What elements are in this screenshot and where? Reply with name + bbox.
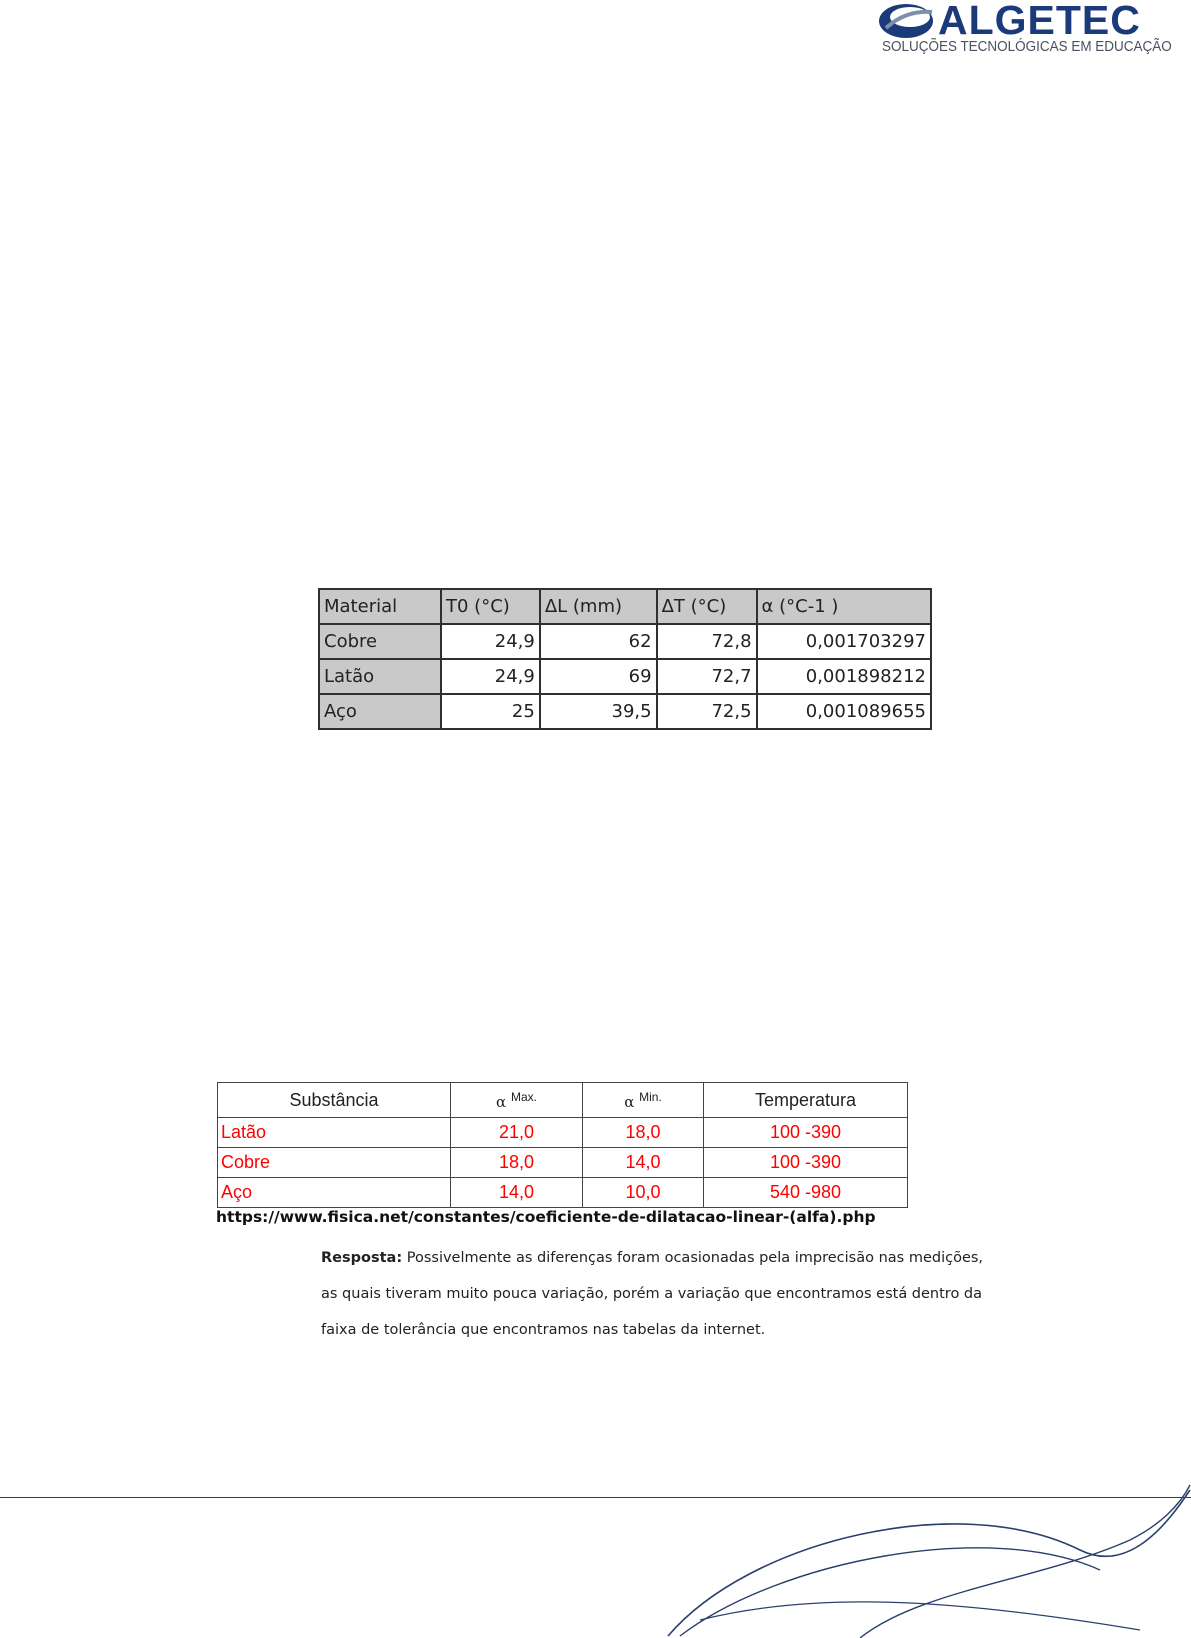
cell-substance: Aço bbox=[218, 1178, 451, 1208]
algetec-mark-icon bbox=[876, 0, 938, 40]
cell-alpha-min: 14,0 bbox=[583, 1148, 704, 1178]
logo-wordmark: ALGETEC bbox=[938, 0, 1141, 43]
table-row bbox=[319, 624, 931, 659]
cell-alpha: 0,001703297 bbox=[757, 624, 931, 659]
alpha-max-label: Max. bbox=[510, 1090, 537, 1104]
cell-temperature: 540 -980 bbox=[704, 1178, 908, 1208]
cell-delta-l: 69 bbox=[540, 659, 657, 694]
header-temperature: Temperatura bbox=[704, 1083, 908, 1118]
cell-temperature: 100 -390 bbox=[704, 1148, 908, 1178]
footer-swoosh-icon bbox=[660, 1480, 1191, 1638]
cell-material: Cobre bbox=[319, 624, 441, 659]
alpha-symbol: α bbox=[624, 1093, 635, 1111]
reference-table bbox=[217, 1082, 908, 1208]
header-alpha-max bbox=[451, 1083, 583, 1118]
algetec-logo bbox=[876, 0, 1172, 60]
table-row bbox=[218, 1148, 908, 1178]
source-url: https://www.fisica.net/constantes/coeficiente-de-dilatacao-linear-(alfa).php bbox=[216, 1208, 876, 1226]
cell-delta-t: 72,5 bbox=[657, 694, 757, 729]
cell-substance: Cobre bbox=[218, 1148, 451, 1178]
cell-t0: 24,9 bbox=[441, 624, 540, 659]
header-alpha: α (°C-1 ) bbox=[757, 589, 931, 624]
cell-alpha-max: 14,0 bbox=[451, 1178, 583, 1208]
header-alpha-min bbox=[583, 1083, 704, 1118]
cell-delta-l: 62 bbox=[540, 624, 657, 659]
header-delta-t: ΔT (°C) bbox=[657, 589, 757, 624]
header-material: Material bbox=[319, 589, 441, 624]
table-row bbox=[218, 1118, 908, 1148]
table-header-row bbox=[319, 589, 931, 624]
cell-substance: Latão bbox=[218, 1118, 451, 1148]
cell-alpha: 0,001898212 bbox=[757, 659, 931, 694]
answer-text: Possivelmente as diferenças foram ocasionadas pela imprecisão nas medições, as quais tiveram muito pouca variação, porém a variação que encontramos está dentro da faixa de tolerância que encontramos nas tabelas da internet. bbox=[321, 1250, 984, 1338]
cell-alpha-min: 18,0 bbox=[583, 1118, 704, 1148]
cell-delta-l: 39,5 bbox=[540, 694, 657, 729]
cell-delta-t: 72,8 bbox=[657, 624, 757, 659]
logo-tagline: SOLUÇÕES TECNOLÓGICAS EM EDUCAÇÃO bbox=[882, 39, 1172, 55]
cell-alpha: 0,001089655 bbox=[757, 694, 931, 729]
cell-alpha-min: 10,0 bbox=[583, 1178, 704, 1208]
cell-alpha-max: 18,0 bbox=[451, 1148, 583, 1178]
answer-paragraph bbox=[321, 1240, 1001, 1348]
cell-material: Latão bbox=[319, 659, 441, 694]
cell-temperature: 100 -390 bbox=[704, 1118, 908, 1148]
cell-material: Aço bbox=[319, 694, 441, 729]
cell-t0: 24,9 bbox=[441, 659, 540, 694]
header-delta-l: ΔL (mm) bbox=[540, 589, 657, 624]
cell-t0: 25 bbox=[441, 694, 540, 729]
answer-label: Resposta: bbox=[321, 1250, 403, 1266]
header-t0: T0 (°C) bbox=[441, 589, 540, 624]
cell-delta-t: 72,7 bbox=[657, 659, 757, 694]
table-row bbox=[218, 1178, 908, 1208]
table-header-row bbox=[218, 1083, 908, 1118]
table-row bbox=[319, 659, 931, 694]
measurements-table bbox=[318, 588, 932, 730]
alpha-min-label: Min. bbox=[639, 1090, 662, 1104]
header-substance: Substância bbox=[218, 1083, 451, 1118]
table-row bbox=[319, 694, 931, 729]
cell-alpha-max: 21,0 bbox=[451, 1118, 583, 1148]
alpha-symbol: α bbox=[496, 1093, 507, 1111]
